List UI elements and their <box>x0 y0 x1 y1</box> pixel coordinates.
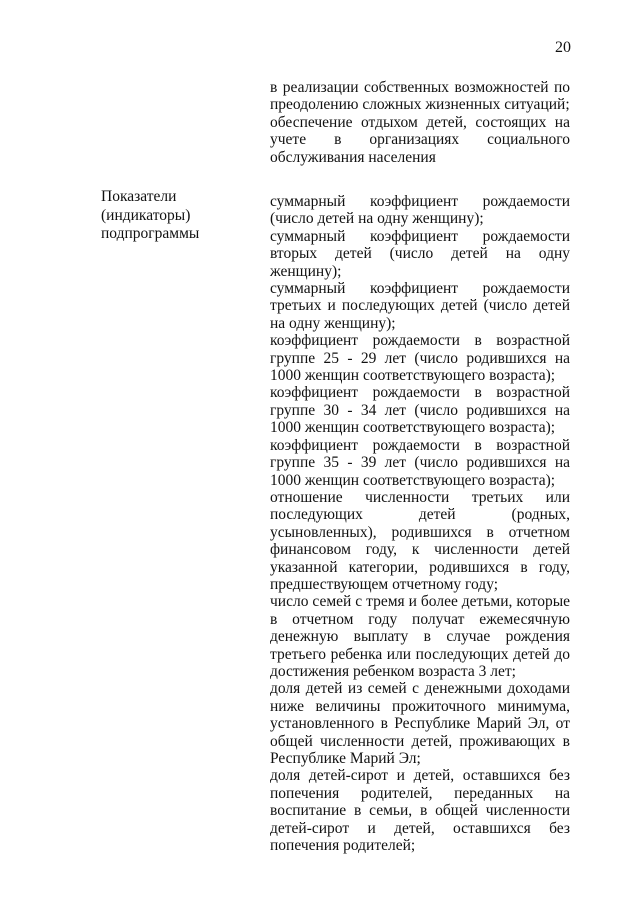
continuation-list <box>270 79 570 166</box>
indicators-list <box>270 193 570 854</box>
indicator-item: коэффициент рождаемости в возрастной группе 25 - 29 лет (число родившихся на 1000 женщин соответствующего возраста); <box>270 332 570 385</box>
indicator-item: число семей с тремя и более детьми, которые в отчетном году получат ежемесячную денежную выплату в случае рождения третьего ребенка или последующих детей до достижения ребенком возраста 3 лет; <box>270 593 570 680</box>
indicator-item: суммарный коэффициент рождаемости (число детей на одну женщину); <box>270 193 570 228</box>
indicator-item: доля детей из семей с денежными доходами ниже величины прожиточного минимума, установленного в Республике Марий Эл, от общей численности детей, проживающих в Республике Марий Эл; <box>270 680 570 767</box>
section-label <box>101 188 241 244</box>
section-label-line: подпрограммы <box>101 225 200 243</box>
indicator-item: коэффициент рождаемости в возрастной группе 30 - 34 лет (число родившихся на 1000 женщин соответствующего возраста); <box>270 384 570 437</box>
indicator-item: доля детей-сирот и детей, оставшихся без попечения родителей, переданных на воспитание в семьи, в общей численности детей-сирот и детей, оставшихся без попечения родителей; <box>270 767 570 855</box>
section-label-line: Показатели <box>101 188 177 205</box>
indicator-item: отношение численности третьих или последующих детей (родных, усыновленных), родившихся в отчетном финансовом году, к численности детей указанной категории, родившихся в году, предшествующем отчетному году; <box>270 488 570 593</box>
indicator-item: суммарный коэффициент рождаемости третьих и последующих детей (число детей на одну женщину); <box>270 280 570 332</box>
continuation-item: в реализации собственных возможностей по преодолению сложных жизненных ситуаций; <box>270 79 570 114</box>
continuation-item: обеспечение отдыхом детей, состоящих на учете в организациях социального обслуживания населения <box>270 113 570 166</box>
page-number: 20 <box>555 39 571 56</box>
indicator-item: коэффициент рождаемости в возрастной группе 35 - 39 лет (число родившихся на 1000 женщин соответствующего возраста); <box>270 436 570 489</box>
section-label-line: (индикаторы) <box>101 206 191 224</box>
indicator-item: суммарный коэффициент рождаемости вторых детей (число детей на одну женщину); <box>270 227 570 280</box>
